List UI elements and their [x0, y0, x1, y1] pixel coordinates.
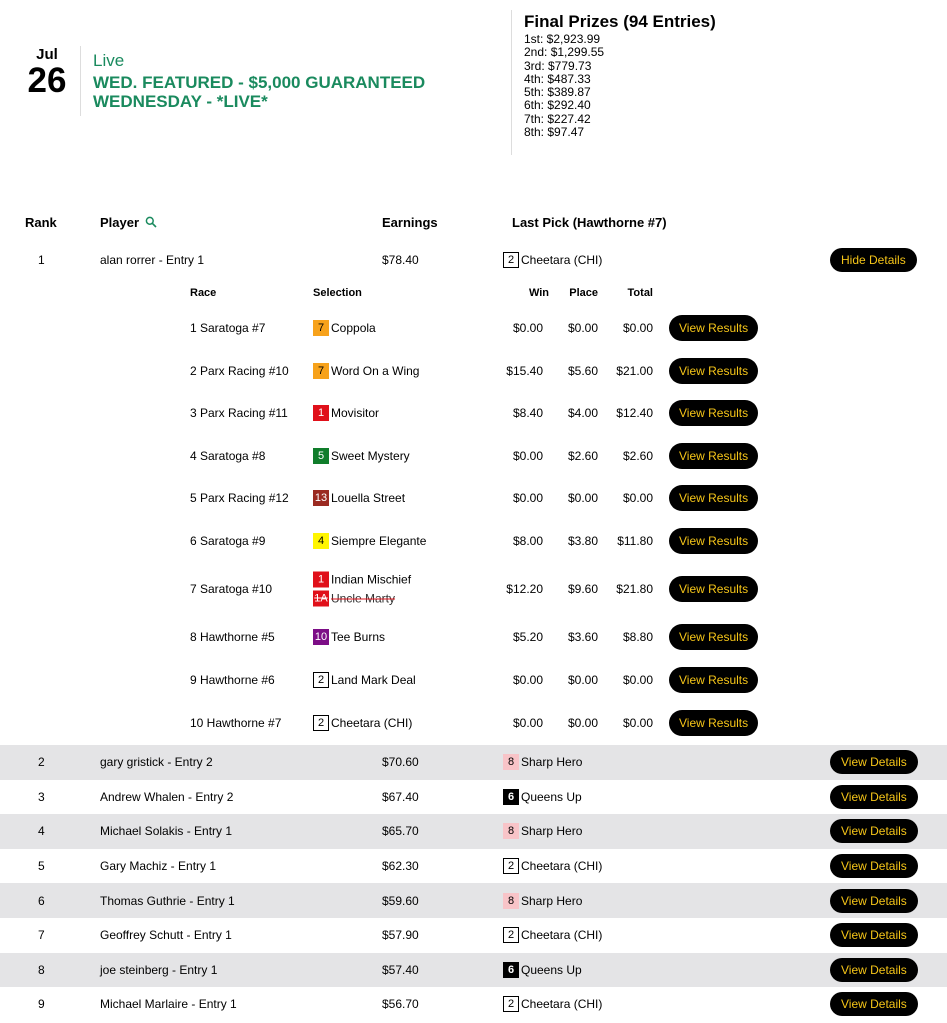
total-amount: $8.80	[622, 630, 653, 645]
view-details-button[interactable]: View Details	[830, 923, 918, 947]
horse-name: Cheetara (CHI)	[521, 859, 603, 874]
race-row	[0, 616, 947, 659]
player-name: Michael Solakis - Entry 1	[100, 824, 233, 839]
scratched-entry	[313, 591, 411, 607]
program-number-badge: 6	[503, 962, 519, 978]
rank: 1	[38, 253, 45, 268]
win-amount: $0.00	[512, 491, 543, 506]
selection	[313, 490, 405, 506]
race-row	[0, 477, 947, 520]
date-day: 26	[27, 61, 67, 100]
last-pick	[503, 996, 602, 1012]
horse-name: Sweet Mystery	[331, 448, 410, 463]
race-name: 4 Saratoga #8	[190, 448, 266, 463]
race-row	[0, 659, 947, 702]
search-icon[interactable]	[145, 216, 157, 231]
player-name: Michael Marlaire - Entry 1	[100, 997, 237, 1012]
program-number-badge: 13	[314, 492, 328, 505]
program-number-badge: 10	[314, 631, 328, 644]
race-name: 5 Parx Racing #12	[190, 491, 289, 506]
view-results-button[interactable]: View Results	[669, 576, 758, 602]
rank: 3	[38, 789, 45, 804]
total-amount: $12.40	[616, 406, 653, 421]
prize-item: 5th: $389.87	[524, 85, 591, 100]
place-amount: $0.00	[567, 715, 598, 730]
horse-name: Cheetara (CHI)	[331, 715, 413, 730]
table-row	[0, 883, 947, 918]
race-row	[0, 307, 947, 350]
earnings: $65.70	[382, 824, 419, 839]
detail-header-race: Race	[190, 287, 217, 299]
prize-item: 3rd: $779.73	[524, 58, 592, 73]
detail-header-place: Place	[569, 287, 598, 299]
win-amount: $0.00	[512, 321, 543, 336]
earnings: $70.60	[382, 755, 419, 770]
page-title: WED. FEATURED - $5,000 GUARANTEED WEDNESDAY - *LIVE*	[93, 73, 426, 111]
last-pick	[503, 927, 602, 943]
rank: 8	[38, 962, 45, 977]
earnings: $78.40	[382, 253, 419, 268]
prize-item: 2nd: $1,299.55	[524, 45, 605, 60]
place-amount: $2.60	[567, 448, 598, 463]
race-name: 3 Parx Racing #11	[190, 406, 288, 421]
last-pick	[503, 789, 582, 805]
horse-name: Word On a Wing	[331, 363, 420, 378]
horse-name: Cheetara (CHI)	[521, 253, 603, 268]
place-amount: $0.00	[567, 321, 598, 336]
last-pick	[503, 858, 602, 874]
earnings: $57.40	[382, 962, 419, 977]
scratched-horse-name: Uncle Marty	[331, 591, 396, 606]
view-details-button[interactable]: View Details	[830, 785, 918, 809]
total-amount: $21.80	[616, 582, 653, 596]
earnings: $67.40	[382, 789, 419, 804]
selection	[313, 533, 426, 549]
place-amount: $4.00	[567, 406, 598, 421]
view-results-button[interactable]: View Results	[669, 358, 758, 384]
program-number-badge: 1A	[314, 592, 328, 605]
horse-name: Queens Up	[521, 789, 582, 804]
win-amount: $0.00	[512, 673, 543, 688]
selection	[313, 629, 385, 645]
view-details-button[interactable]: View Details	[830, 819, 918, 843]
race-row	[0, 350, 947, 393]
view-results-button[interactable]: View Results	[669, 315, 758, 341]
selection	[313, 572, 411, 607]
program-number-badge: 7	[313, 363, 329, 379]
player-name: joe steinberg - Entry 1	[100, 962, 218, 977]
program-number-badge: 2	[503, 996, 519, 1012]
horse-name: Sharp Hero	[521, 755, 583, 770]
column-header-earnings: Earnings	[382, 215, 438, 230]
program-number-badge: 2	[503, 858, 519, 874]
horse-name: Tee Burns	[331, 630, 386, 645]
last-pick	[503, 754, 582, 770]
column-header-player-label: Player	[100, 215, 140, 230]
earnings: $59.60	[382, 893, 419, 908]
last-pick	[503, 823, 582, 839]
race-name: 6 Saratoga #9	[190, 533, 266, 548]
program-number-badge: 8	[503, 823, 519, 839]
detail-header-win: Win	[528, 287, 549, 299]
player-name: Gary Machiz - Entry 1	[100, 859, 217, 874]
total-amount: $0.00	[622, 673, 653, 688]
horse-name: Sharp Hero	[521, 824, 583, 839]
view-details-button[interactable]: View Details	[830, 854, 918, 878]
rank: 2	[38, 755, 45, 770]
column-header-player	[100, 215, 157, 231]
view-results-button[interactable]: View Results	[669, 485, 758, 511]
selection	[313, 320, 376, 336]
race-row	[0, 435, 947, 478]
race-row	[0, 702, 947, 745]
total-amount: $0.00	[622, 321, 653, 336]
live-status: Live	[93, 51, 125, 70]
win-amount: $15.40	[506, 363, 543, 378]
total-amount: $11.80	[617, 533, 653, 548]
horse-name: Movisitor	[331, 406, 380, 421]
selection	[313, 363, 419, 379]
horse-name: Coppola	[331, 321, 376, 336]
prize-item: 4th: $487.33	[524, 71, 591, 86]
divider	[511, 10, 512, 155]
total-amount: $0.00	[622, 491, 653, 506]
selection	[313, 405, 379, 421]
program-number-badge: 5	[313, 448, 329, 464]
program-number-badge: 2	[313, 715, 329, 731]
rank: 7	[38, 928, 45, 943]
view-results-button[interactable]: View Results	[669, 710, 758, 736]
last-pick	[503, 893, 582, 909]
player-name: Thomas Guthrie - Entry 1	[100, 893, 235, 908]
view-details-button[interactable]: View Details	[830, 889, 918, 913]
selection	[313, 448, 410, 464]
view-results-button[interactable]: View Results	[669, 443, 758, 469]
player-name: Geoffrey Schutt - Entry 1	[100, 928, 232, 943]
program-number-badge: 8	[503, 754, 519, 770]
program-number-badge: 2	[313, 672, 329, 688]
table-row	[0, 953, 947, 988]
win-amount: $0.00	[512, 448, 543, 463]
table-row	[0, 987, 947, 1022]
program-number-badge: 1	[313, 572, 329, 588]
race-name: 2 Parx Racing #10	[190, 363, 289, 378]
total-amount: $2.60	[622, 448, 653, 463]
horse-name: Siempre Elegante	[331, 533, 427, 548]
table-row	[0, 745, 947, 780]
prizes-list	[524, 33, 604, 139]
rank: 4	[38, 824, 45, 839]
horse-name: Indian Mischief	[331, 572, 412, 587]
detail-header-selection: Selection	[313, 287, 362, 299]
column-header-rank: Rank	[25, 215, 57, 230]
prizes-title: Final Prizes (94 Entries)	[524, 12, 716, 31]
win-amount: $12.20	[506, 582, 543, 596]
horse-name: Cheetara (CHI)	[521, 928, 603, 943]
place-amount: $3.60	[567, 630, 598, 645]
view-details-button[interactable]: View Details	[830, 750, 918, 774]
program-number-badge: 8	[503, 893, 519, 909]
rank: 5	[38, 859, 45, 874]
event-date	[22, 46, 72, 99]
horse-name: Queens Up	[521, 962, 582, 977]
race-row	[0, 392, 947, 435]
prize-item: 8th: $97.47	[524, 125, 585, 140]
earnings: $57.90	[382, 928, 419, 943]
prize-item: 7th: $227.42	[524, 111, 591, 126]
divider	[80, 46, 81, 116]
race-name: 1 Saratoga #7	[190, 321, 266, 336]
race-row	[0, 520, 947, 563]
horse-name: Land Mark Deal	[331, 673, 416, 688]
place-amount: $0.00	[567, 673, 598, 688]
view-results-button[interactable]: View Results	[669, 528, 758, 554]
total-amount: $21.00	[616, 363, 653, 378]
player-name: Andrew Whalen - Entry 2	[100, 789, 234, 804]
selection	[313, 672, 416, 688]
last-pick	[503, 252, 602, 268]
place-amount: $5.60	[567, 363, 598, 378]
last-pick	[503, 962, 582, 978]
view-results-button[interactable]: View Results	[669, 400, 758, 426]
program-number-badge: 2	[503, 252, 519, 268]
player-name: alan rorrer - Entry 1	[100, 253, 205, 268]
program-number-badge: 2	[503, 927, 519, 943]
total-amount: $0.00	[622, 715, 653, 730]
table-row	[0, 918, 947, 953]
prize-item: 6th: $292.40	[524, 98, 591, 113]
table-row	[0, 814, 947, 849]
player-name: gary gristick - Entry 2	[100, 755, 213, 770]
program-number-badge: 6	[503, 789, 519, 805]
earnings: $62.30	[382, 859, 419, 874]
view-results-button[interactable]: View Results	[669, 667, 758, 693]
program-number-badge: 4	[313, 533, 329, 549]
column-header-last-pick: Last Pick (Hawthorne #7)	[512, 215, 667, 230]
prize-item: 1st: $2,923.99	[524, 32, 601, 46]
race-name: 10 Hawthorne #7	[190, 715, 282, 730]
date-month: Jul	[36, 46, 58, 63]
place-amount: $3.80	[567, 533, 598, 548]
table-row	[0, 780, 947, 815]
view-details-button[interactable]: View Details	[830, 992, 918, 1016]
program-number-badge: 7	[313, 320, 329, 336]
hide-details-button[interactable]: Hide Details	[830, 248, 917, 272]
place-amount: $0.00	[567, 491, 598, 506]
win-amount: $5.20	[512, 630, 543, 645]
race-name: 8 Hawthorne #5	[190, 630, 275, 645]
place-amount: $9.60	[567, 582, 598, 596]
program-number-badge: 1	[313, 405, 329, 421]
win-amount: $8.00	[512, 533, 543, 548]
view-details-button[interactable]: View Details	[830, 958, 918, 982]
rank: 6	[38, 893, 45, 908]
win-amount: $0.00	[512, 715, 543, 730]
rank: 9	[38, 997, 45, 1012]
race-name: 7 Saratoga #10	[190, 582, 273, 596]
table-row	[0, 243, 947, 278]
earnings: $56.70	[382, 997, 419, 1012]
view-results-button[interactable]: View Results	[669, 624, 758, 650]
horse-name: Sharp Hero	[521, 893, 583, 908]
horse-name: Cheetara (CHI)	[521, 997, 603, 1012]
win-amount: $8.40	[512, 406, 543, 421]
detail-header-total: Total	[627, 287, 653, 299]
horse-name: Louella Street	[331, 491, 406, 506]
selection	[313, 715, 412, 731]
race-row	[0, 562, 947, 616]
table-row	[0, 849, 947, 884]
race-name: 9 Hawthorne #6	[190, 673, 275, 688]
